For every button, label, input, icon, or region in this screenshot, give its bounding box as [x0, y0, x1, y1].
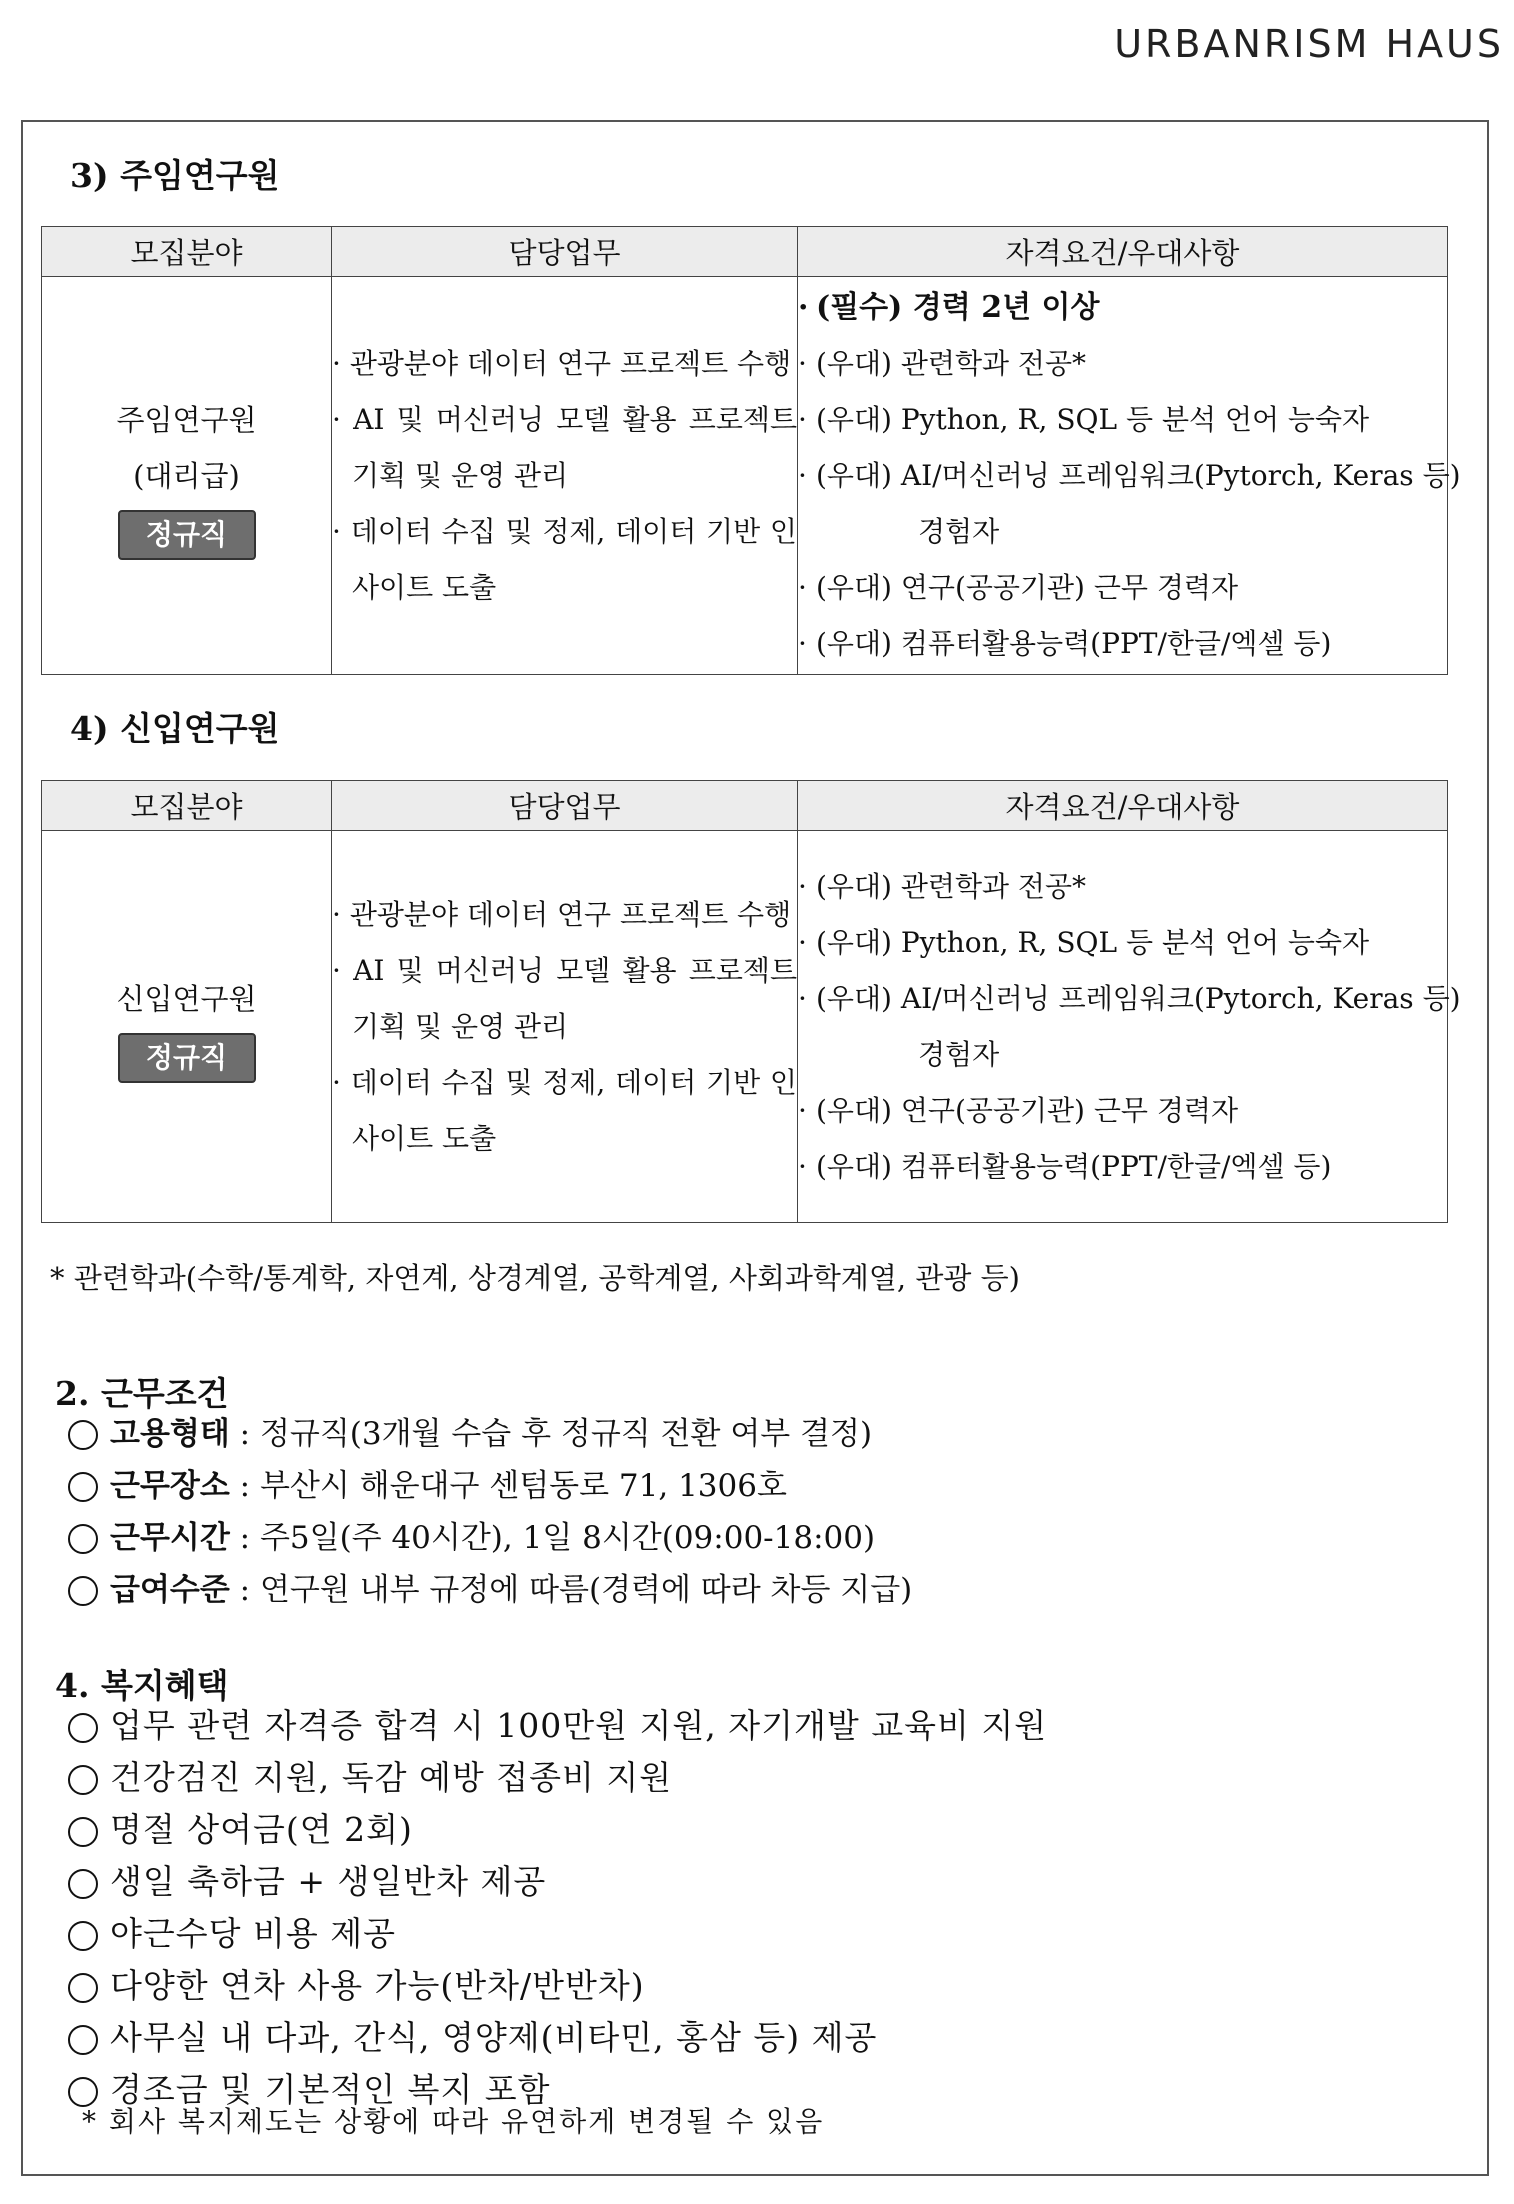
condition-item: 급여수준 : 연구원 내부 규정에 따름(경력에 따라 차등 지급): [68, 1564, 912, 1616]
header-duties: 담당업무: [332, 781, 798, 831]
qualification-item: · (우대) 연구(공공기관) 근무 경력자: [798, 1093, 1239, 1127]
section-title-junior: 4) 신입연구원: [70, 709, 280, 748]
circle-bullet-icon: [68, 1921, 98, 1951]
benefits-list: [68, 1700, 1047, 2116]
benefit-item: 업무 관련 자격증 합격 시 100만원 지원, 자기개발 교육비 지원: [68, 1700, 1047, 1752]
qualification-item: · (우대) 관련학과 전공*: [798, 869, 1087, 903]
benefit-item: 경조금 및 기본적인 복지 포함: [68, 2064, 1047, 2116]
qualification-item: · (우대) 연구(공공기관) 근무 경력자: [798, 570, 1239, 604]
header-field: 모집분야: [42, 781, 332, 831]
benefit-item: 다양한 연차 사용 가능(반차/반반차): [68, 1960, 1047, 2012]
circle-bullet-icon: [68, 1817, 98, 1847]
qualification-item: · (우대) 컴퓨터활용능력(PPT/한글/엑셀 등): [798, 626, 1332, 660]
qualifications-cell: [798, 277, 1461, 675]
qualification-item: · (우대) Python, R, SQL 등 분석 언어 능숙자: [798, 925, 1370, 959]
conditions-list: [68, 1408, 912, 1616]
circle-bullet-icon: [68, 1973, 98, 2003]
qualification-item: · (우대) Python, R, SQL 등 분석 언어 능숙자: [798, 402, 1370, 436]
qualifications-cell: [798, 831, 1461, 1223]
employment-badge: 정규직: [118, 510, 256, 560]
circle-bullet-icon: [68, 1713, 98, 1743]
benefit-item: 사무실 내 다과, 간식, 영양제(비타민, 홍삼 등) 제공: [68, 2012, 1047, 2064]
qualification-item: · (우대) 관련학과 전공*: [798, 346, 1087, 380]
benefits-footnote: * 회사 복지제도는 상황에 따라 유연하게 변경될 수 있음: [82, 2105, 825, 2138]
employment-badge: 정규직: [118, 1033, 256, 1083]
brand-logo: URBANRISM HAUS: [1114, 22, 1504, 66]
circle-bullet-icon: [68, 1420, 98, 1450]
header-qualifications: 자격요건/우대사항: [798, 227, 1448, 277]
benefit-item: 야근수당 비용 제공: [68, 1908, 1047, 1960]
benefit-item: 생일 축하금 + 생일반차 제공: [68, 1856, 1047, 1908]
field-grade: (대리급): [133, 458, 240, 493]
condition-item: 근무장소 : 부산시 해운대구 센텀동로 71, 1306호: [68, 1460, 912, 1512]
table-senior-researcher: [41, 226, 1461, 675]
field-name: 주임연구원: [116, 402, 257, 437]
circle-bullet-icon: [68, 2025, 98, 2055]
circle-bullet-icon: [68, 1869, 98, 1899]
department-footnote: * 관련학과(수학/통계학, 자연계, 상경계열, 공학계열, 사회과학계열, 관광 등): [50, 1261, 1020, 1295]
circle-bullet-icon: [68, 1576, 98, 1606]
condition-item: 근무시간 : 주5일(주 40시간), 1일 8시간(09:00-18:00): [68, 1512, 912, 1564]
circle-bullet-icon: [68, 1765, 98, 1795]
duty-item: · 데이터 수집 및 정제, 데이터 기반 인사이트 도출: [332, 514, 797, 604]
duty-item: · 데이터 수집 및 정제, 데이터 기반 인사이트 도출: [332, 1065, 797, 1155]
duty-item: · AI 및 머신러닝 모델 활용 프로젝트 기획 및 운영 관리: [332, 953, 797, 1043]
qualification-item: · (우대) AI/머신러닝 프레임워크(Pytorch, Keras 등) 경험자: [798, 458, 1461, 548]
duties-cell: [332, 831, 798, 1223]
condition-item: 고용형태 : 정규직(3개월 수습 후 정규직 전환 여부 결정): [68, 1408, 912, 1460]
qualification-item: · (우대) AI/머신러닝 프레임워크(Pytorch, Keras 등) 경험자: [798, 981, 1461, 1071]
duties-cell: [332, 277, 798, 675]
field-cell: [42, 277, 332, 675]
circle-bullet-icon: [68, 1472, 98, 1502]
section-title-conditions: 2. 근무조건: [55, 1374, 229, 1413]
benefit-item: 명절 상여금(연 2회): [68, 1804, 1047, 1856]
section-title-senior: 3) 주임연구원: [70, 156, 280, 195]
duty-item: · 관광분야 데이터 연구 프로젝트 수행: [332, 346, 792, 380]
qualification-item: · (우대) 컴퓨터활용능력(PPT/한글/엑셀 등): [798, 1149, 1332, 1183]
table-junior-researcher: [41, 780, 1461, 1223]
header-qualifications: 자격요건/우대사항: [798, 781, 1448, 831]
header-duties: 담당업무: [332, 227, 798, 277]
benefit-item: 건강검진 지원, 독감 예방 접종비 지원: [68, 1752, 1047, 1804]
header-field: 모집분야: [42, 227, 332, 277]
duty-item: · 관광분야 데이터 연구 프로젝트 수행: [332, 897, 792, 931]
field-name: 신입연구원: [116, 981, 257, 1016]
section-title-benefits: 4. 복지혜택: [55, 1666, 229, 1705]
qualification-item: · (필수) 경력 2년 이상: [798, 289, 1100, 325]
field-cell: [42, 831, 332, 1223]
circle-bullet-icon: [68, 1524, 98, 1554]
duty-item: · AI 및 머신러닝 모델 활용 프로젝트 기획 및 운영 관리: [332, 402, 797, 492]
